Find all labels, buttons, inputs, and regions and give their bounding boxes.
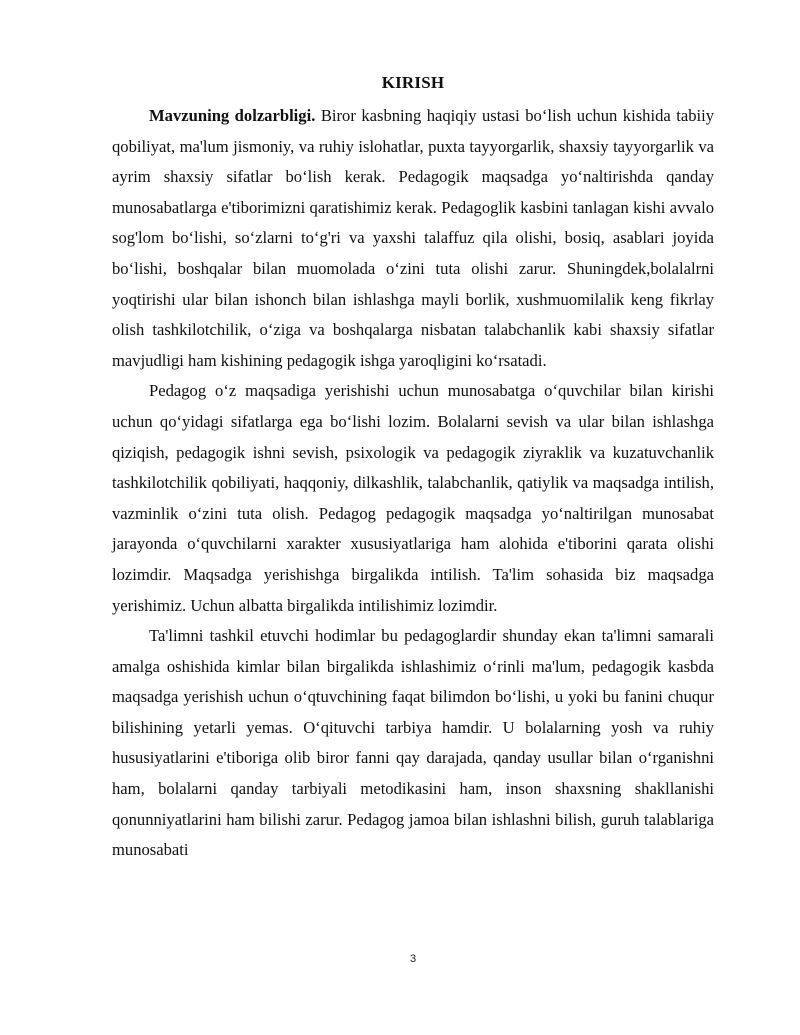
- page-number: 3: [409, 953, 417, 965]
- paragraph-text: Ta'limni tashkil etuvchi hodimlar bu pedagoglardir shunday ekan ta'limni samarali amalga oshishida kimlar bilan birgalikda ishlashimiz o‘rinli ma'lum, pedagogik kasbda maqsadga yerishish uchun o‘qtuvchining faqat bilimdon bo‘lishi, u yoki bu fanini chuqur bilishining yetarli yemas. O‘qituvchi tarbiya hamdir. U bolalarning yosh va ruhiy hususiyatlarini e'tiboriga olib biror fanni qay darajada, qanday usullar bilan o‘rganishni ham, bolalarni qanday tarbiyali metodikasini ham, inson shaxsning shakllanishi qonunniyatlarini ham bilishi zarur. Pedagog jamoa bilan ishlashni bilish, guruh talablariga munosabati: [112, 626, 714, 860]
- paragraph-teacher-qualities: [112, 376, 714, 621]
- paragraph-lead-heading: Mavzuning dolzarbligi.: [149, 106, 316, 125]
- paragraph-text: Pedagog o‘z maqsadiga yerishishi uchun munosabatga o‘quvchilar bilan kirishi uchun qo‘yidagi sifatlarga ega bo‘lishi lozim. Bolalarni sevish va ular bilan ishlashga qiziqish, pedagogik ishni sevish, psixologik va pedagogik ziyraklik va kuzatuvchanlik tashkilotchilik qobiliyati, haqqoniy, dilkashlik, talabchanlik, qatiylik va maqsadga intilish, vazminlik o‘zini tuta olish. Pedagog pedagogik maqsadga yo‘naltirilgan munosabat jarayonda o‘quvchilarni xarakter xususiyatlariga ham alohida e'tiborini qarata olishi lozimdir. Maqsadga yerishishga birgalikda intilish. Ta'lim sohasida biz maqsadga yerishimiz. Uchun albatta birgalikda intilishimiz lozimdir.: [112, 381, 714, 615]
- paragraph-relevance: [112, 101, 714, 376]
- document-title: KIRISH: [381, 73, 445, 92]
- paragraph-text: Biror kasbning haqiqiy ustasi bo‘lish uchun kishida tabiiy qobiliyat, ma'lum jismoniy, va ruhiy islohatlar, puxta tayyorgarlik, shaxsiy tayyorgarlik va ayrim shaxsiy sifatlar bo‘lish kerak. Pedagogik maqsadga yo‘naltirishda qanday munosabatlarga e'tiborimizni qaratishimiz kerak. Pedagoglik kasbini tanlagan kishi avvalo sog'lom bo‘lishi, so‘zlarni to‘g'ri va yaxshi talaffuz qila olishi, bosiq, asablari joyida bo‘lishi, boshqalar bilan muomolada o‘zini tuta olishi zarur. Shuningdek,bolalalrni yoqtirishi ular bilan ishonch bilan ishlashga mayli borlik, xushmuomilalik keng fikrlay olish tashkilotchilik, o‘ziga va boshqalarga nisbatan talabchanlik kabi shaxsiy sifatlar mavjudligi ham kishining pedagogik ishga yaroqligini ko‘rsatadi.: [112, 106, 715, 370]
- paragraph-education-staff: [112, 621, 714, 866]
- document-body: [112, 101, 714, 866]
